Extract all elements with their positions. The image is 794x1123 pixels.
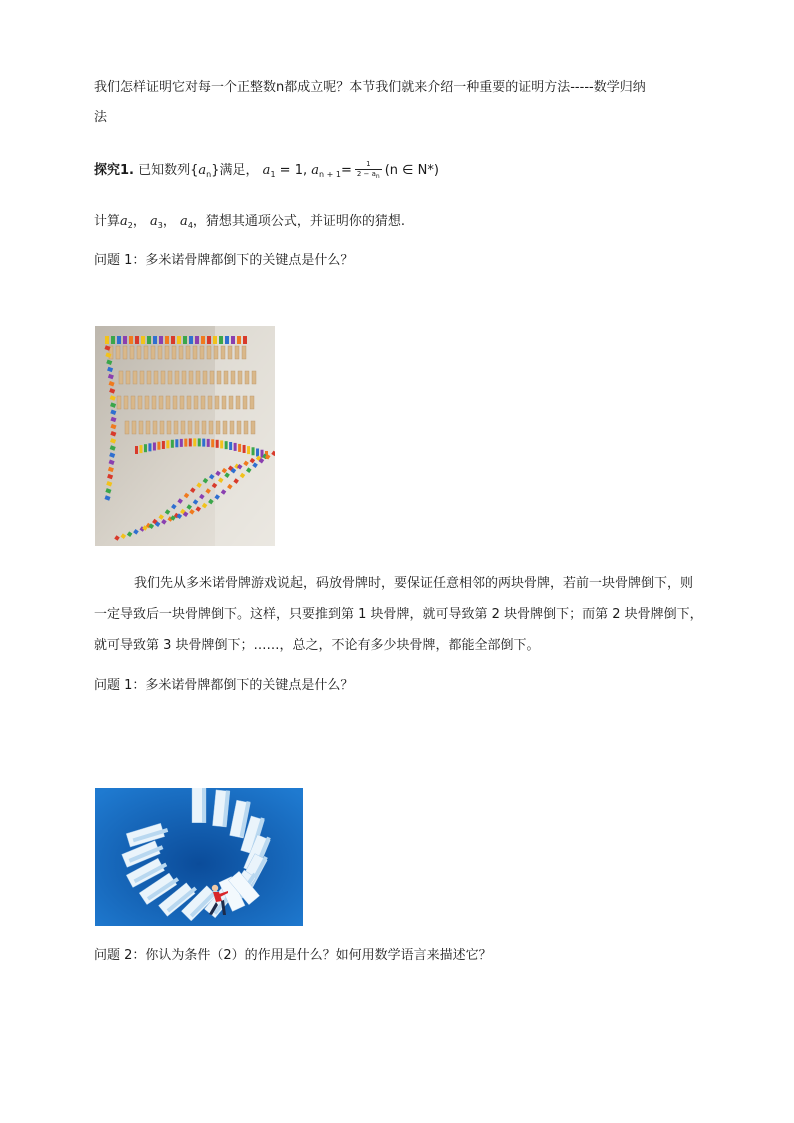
explore-1-line: 探究1. 已知数列$\{a_n\}$满足， $a_1 = 1$, $a_{n + 1}=$ $\frac{1}{2 - an}$ (n ∈ N*) — [94, 160, 439, 180]
question-2: 问题 2：你认为条件（2）的作用是什么？如何用数学语言来描述它？ — [94, 948, 492, 963]
domino-illustration — [95, 788, 303, 926]
fraction: $\frac{1}{2 - an}$ — [356, 160, 380, 180]
question-1-top: 问题 1：多米诺骨牌都倒下的关键点是什么？ — [94, 253, 354, 268]
domino-paragraph: 我们先从多米诺骨牌游戏说起，码放骨牌时，要保证任意相邻的两块骨牌，若前一块骨牌倒下，则一定导致后一块骨牌倒下。这样，只要推到第 1 块骨牌，就可导致第 2 块骨牌倒下；而第 2 块骨牌倒下，就可导致第 3 块骨牌倒下；……，总之，不论有多少块骨牌，都能全部倒下。 — [94, 576, 703, 653]
question-1-bottom: 问题 1：多米诺骨牌都倒下的关键点是什么？ — [94, 678, 354, 693]
domino-photo — [95, 326, 275, 546]
intro-line-2: 法 — [94, 110, 108, 125]
explore-label: 探究1. — [94, 163, 134, 178]
intro-line-1: 我们怎样证明它对每一个正整数n都成立呢？本节我们就来介绍一种重要的证明方法-----数学归纳 — [94, 80, 646, 95]
compute-line: 计算$a_2$， $a_3$， $a_4$，猜想其通项公式，并证明你的猜想. — [94, 214, 406, 230]
